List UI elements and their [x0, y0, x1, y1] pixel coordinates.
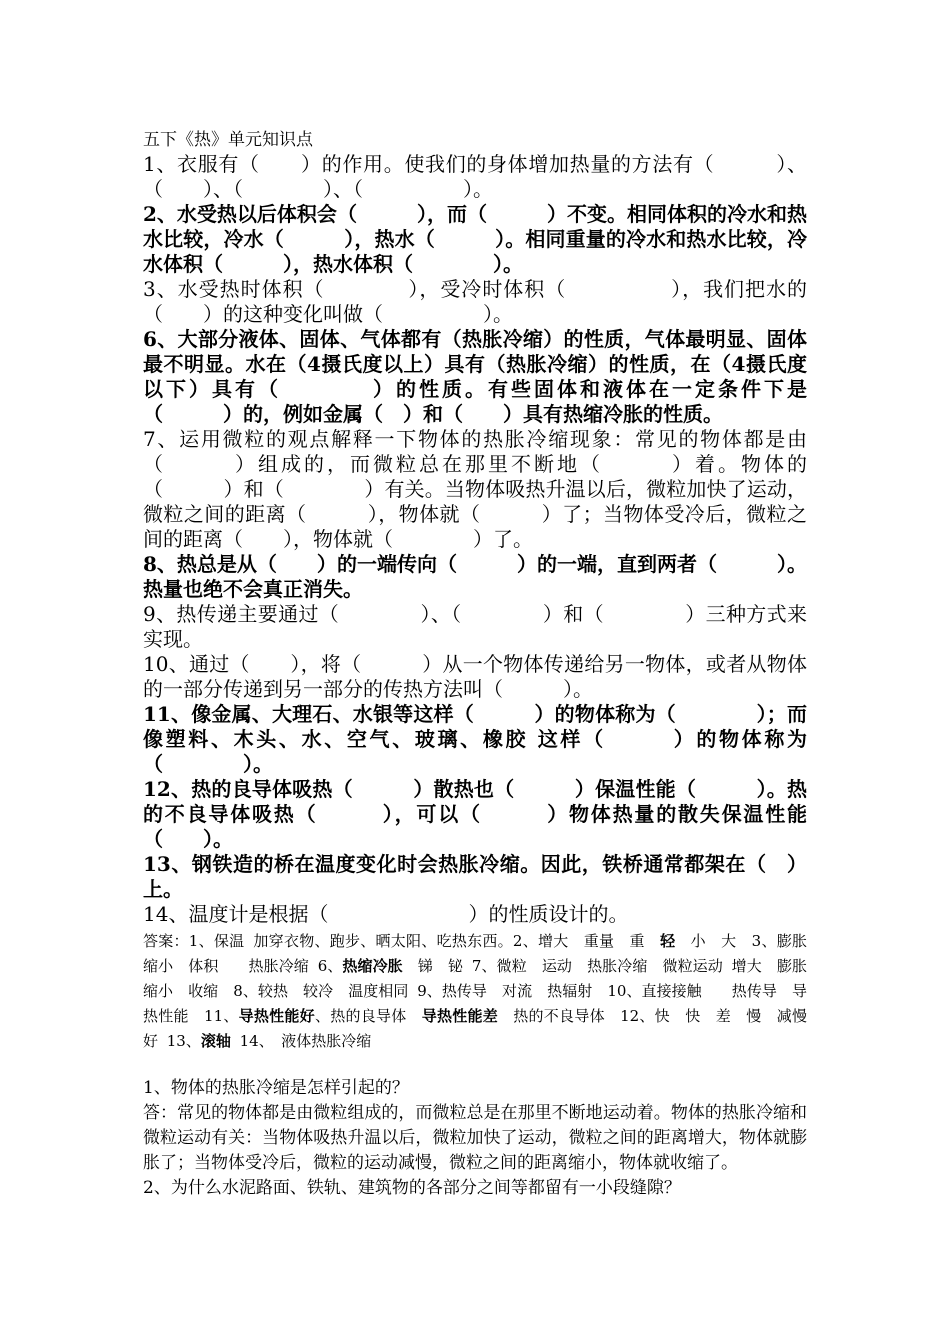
answer-text-bold: 导热性能好 [238, 1007, 315, 1025]
question-12: 12、热的良导体吸热（ ）散热也（ ）保温性能（ ）。热的不良导体吸热（ ），可以（ ）物体热量的散失保温性能（ ）。 [143, 777, 807, 851]
answer-text: 小 大 3、膨胀 缩小 体积 热胀冷缩 6、 [143, 932, 823, 975]
answer-text: 14、 液体热胀冷缩 [230, 1032, 372, 1050]
answer-text: 1、保温 加穿衣物、跑步、晒太阳、吃热东西。2、增大 重量 重 [188, 932, 661, 950]
question-1: 1、衣服有（ ）的作用。使我们的身体增加热量的方法有（ ）、（ ）、（ ）、（ ）。 [143, 152, 807, 201]
answer-text-bold: 热缩冷胀 [342, 957, 403, 975]
short-question-1: 1、物体的热胀冷缩是怎样引起的？ [143, 1078, 409, 1098]
answer-text: 热的不良导体 12、快 快 差 慢 减慢 好 13、 [143, 1007, 823, 1050]
question-14: 14、温度计是根据（ ）的性质设计的。 [143, 902, 629, 926]
question-10: 10、通过（ ），将（ ）从一个物体传递给另一物体，或者从物体的一部分传递到另一部分的传热方法叫（ ）。 [143, 652, 807, 701]
document-page [143, 128, 823, 1201]
answer-text-bold: 导热性能差 [421, 1007, 499, 1025]
answer-text: 、热的良导体 [314, 1007, 422, 1025]
question-3: 3、水受热时体积（ ），受冷时体积（ ），我们把水的（ ）的这种变化叫做（ ）。 [143, 277, 807, 326]
answer-label: 答案： [143, 932, 189, 950]
short-answer-1: 答：常见的物体都是由微粒组成的，而微粒总是在那里不断地运动着。物体的热胀冷缩和微粒运动有关：当物体吸热升温以后，微粒加快了运动，微粒之间的距离增大，物体就膨胀了；当物体受冷后，微粒的运动减慢，微粒之间的距离缩小，物体就收缩了。 [143, 1103, 807, 1173]
answer-text-bold: 滚轴 [200, 1032, 231, 1050]
question-11: 11、像金属、大理石、水银等这样（ ）的物体称为（ ）；而像塑料、木头、水、空气、玻璃、橡胶 这样（ ）的物体称为（ ）。 [143, 702, 807, 776]
spacer [143, 1054, 807, 1076]
short-question-2: 2、为什么水泥路面、铁轨、建筑物的各部分之间等都留有一小段缝隙？ [143, 1178, 681, 1198]
question-13: 13、钢铁造的桥在温度变化时会热胀冷缩。因此，铁桥通常都架在（ ）上。 [143, 852, 807, 901]
answer-text-bold: 轻 [660, 932, 676, 950]
answer-text: 锑 铋 7、微粒 运动 热胀冷缩 微粒运动 增大 膨胀 缩小 收缩 8、较热 较冷 温度相同 9、热传导 对流 热辐射 10、直接接触 热传导 导热性能 11、 [143, 957, 822, 1025]
question-8: 8、热总是从（ ）的一端传向（ ）的一端，直到两者（ ）。热量也绝不会真正消失。 [143, 552, 807, 601]
document-title: 五下《热》单元知识点 [143, 130, 313, 150]
question-2: 2、水受热以后体积会（ ），而（ ）不变。相同体积的冷水和热水比较，冷水（ ），热水（ ）。相同重量的冷水和热水比较，冷水体积（ ），热水体积（ ）。 [143, 202, 807, 276]
question-7: 7、运用微粒的观点解释一下物体的热胀冷缩现象：常见的物体都是由（ ）组成的，而微粒总在那里不断地（ ）着。物体的（ ）和（ ）有关。当物体吸热升温以后，微粒加快了运动，微粒之间的距离（ ），物体就（ ）了；当物体受冷后，微粒之间的距离（ ），物体就（ ）了。 [143, 427, 807, 551]
answer-key [143, 929, 823, 1054]
question-9: 9、热传递主要通过（ ）、（ ）和（ ）三种方式来实现。 [143, 602, 807, 651]
question-6: 6、大部分液体、固体、气体都有（热胀冷缩）的性质，气体最明显、固体最不明显。水在（4摄氏度以上）具有（热胀冷缩）的性质，在（4摄氏度以下）具有（ ）的性质。有些固体和液体在一定条件下是（ ）的，例如金属（ ）和（ ）具有热缩冷胀的性质。 [143, 327, 807, 426]
